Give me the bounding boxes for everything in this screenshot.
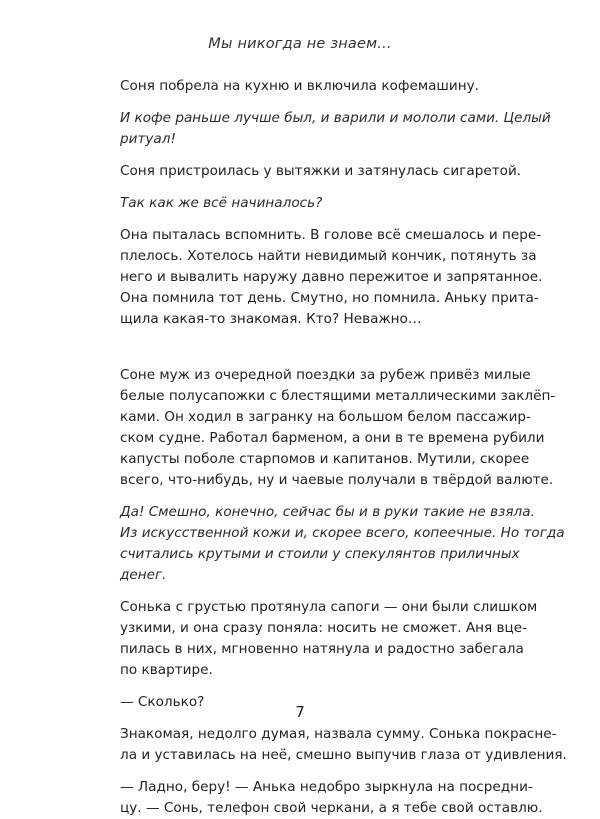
- text-line: него и вывалить наружу давно пережитое и запрятанное.: [120, 269, 543, 285]
- text-line: белые полусапожки с блестящими металлическими заклёп-: [120, 388, 556, 404]
- text-line: Да! Смешно, конечно, сейчас бы и в руки такие не взяла.: [120, 504, 535, 520]
- page-number: 7: [295, 703, 305, 721]
- text-line: Сонька с грустью протянула сапоги — они были слишком: [120, 599, 538, 615]
- text-line: денег.: [120, 567, 167, 583]
- text-line: Так как же всё начиналось?: [120, 195, 323, 211]
- text-line: ками. Он ходил в загранку на большом белом пассажир-: [120, 409, 531, 425]
- text-line: ритуал!: [120, 131, 176, 147]
- text-line: узкими, и она сразу поняла: носить не сможет. Аня вце-: [120, 620, 528, 636]
- text-line: всего, что-нибудь, ну и чаевые получали в твёрдой валюте.: [120, 472, 554, 488]
- text-line: по квартире.: [120, 662, 213, 678]
- text-line: цу. — Сонь, телефон свой черкани, а я тебе свой оставлю.: [120, 800, 543, 816]
- text-line: И кофе раньше лучше был, и варили и мололи сами. Целый: [120, 110, 551, 126]
- text-line: Соне муж из очередной поездки за рубеж привёз милые: [120, 367, 531, 383]
- text-line: Соня побрела на кухню и включила кофемашину.: [120, 78, 479, 94]
- text-line: считались крутыми и стоили у спекулянтов приличных: [120, 546, 520, 562]
- text-line: Она пыталась вспомнить. В голове всё смешалось и пере-: [120, 227, 542, 243]
- running-title: Мы никогда не знаем...: [208, 36, 392, 52]
- text-line: ла и уставилась на неё, смешно выпучив глаза от удивления.: [120, 747, 567, 763]
- text-line: щила какая-то знакомая. Кто? Неважно…: [120, 311, 422, 327]
- text-line: ском судне. Работал барменом, а они в те времена рубили: [120, 430, 545, 446]
- text-line: Она помнила тот день. Смутно, но помнила. Аньку прита-: [120, 290, 539, 306]
- text-line: — Ладно, беру! — Анька недобро зыркнула на посредни-: [120, 779, 533, 795]
- text-line: Из искусственной кожи и, скорее всего, копеечные. Но тогда: [120, 525, 565, 541]
- text-line: пилась в них, мгновенно натянула и радостно забегала: [120, 641, 524, 657]
- text-line: плелось. Хотелось найти невидимый кончик, потянуть за: [120, 248, 537, 264]
- text-line: Соня пристроилась у вытяжки и затянулась сигаретой.: [120, 163, 522, 179]
- text-line: капусты поболе старпомов и капитанов. Мутили, скорее: [120, 451, 530, 467]
- text-line: Знакомая, недолго думая, назвала сумму. Сонька покрасне-: [120, 726, 557, 742]
- text-line: — Сколько?: [120, 694, 205, 710]
